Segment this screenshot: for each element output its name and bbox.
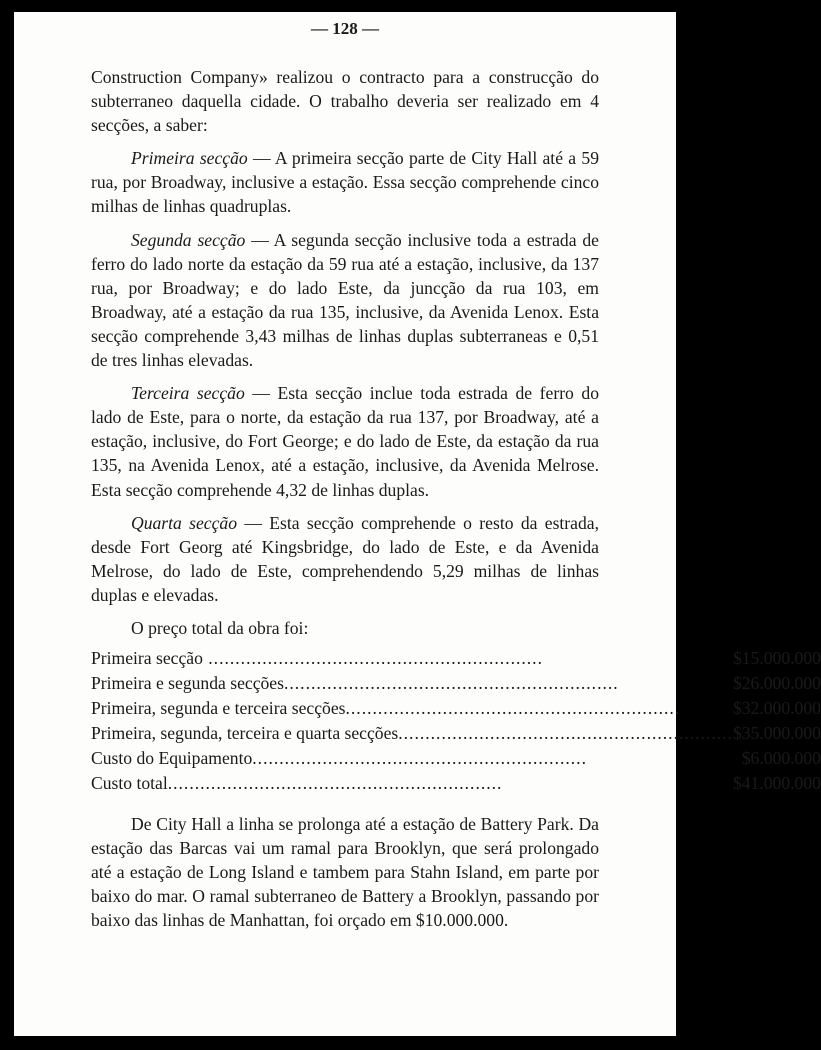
section-heading: Primeira secção <box>131 148 248 169</box>
price-table <box>91 646 821 796</box>
price-row <box>91 646 821 671</box>
section-heading: Quarta secção <box>131 512 238 533</box>
leader-dots: .............................................................. <box>283 673 619 694</box>
price-row <box>91 671 821 696</box>
price-row-total <box>91 771 821 796</box>
price-label: Custo total <box>91 773 168 794</box>
leader-dots: .............................................................. <box>398 723 733 744</box>
price-intro: O preço total da obra foi: <box>131 617 309 638</box>
page-body <box>91 65 821 942</box>
price-amount: $32.000.000 <box>732 698 821 719</box>
paragraph-quarta-seccao <box>91 511 599 607</box>
price-amount: $41.000.000 <box>732 773 821 794</box>
price-label: Primeira, segunda, terceira e quarta secções <box>91 723 399 744</box>
leader-dots: .............................................................. <box>252 748 587 769</box>
paragraph-text: — A primeira secção parte de City Hall até a 59 rua, por Broadway, inclusive a estação. Essa secção comprehende cinco milhas de linhas quadruplas. <box>91 148 599 217</box>
page-number: — 128 — <box>311 19 379 38</box>
price-amount: $26.000.000 <box>732 673 821 694</box>
section-heading: Terceira secção <box>131 383 245 404</box>
paragraph-text: — Esta secção inclue toda estrada de ferro do lado de Este, para o norte, da estação da rua 137, por Broadway, até a estação, inclusive, do Fort George; e do lado de Este, da estação da rua 135, na Avenida Lenox, até a estação, inclusive, da Avenida Melrose. Esta secção comprehende 4,32 de linhas duplas. <box>91 383 599 500</box>
price-label: Primeira, segunda e terceira secções <box>91 698 346 719</box>
book-page <box>14 12 821 1036</box>
leader-dots: .............................................................. <box>167 773 503 794</box>
paragraph-closing: De City Hall a linha se prolonga até a estação de Battery Park. Da estação das Barcas vai um ramal para Brooklyn, que será prolongado até a estação de Long Island e tambem para Stahn Island, em parte por baixo do mar. O ramal subterraneo de Battery a Brooklyn, passando por baixo das linhas de Manhattan, foi orçado em $10.000.000. <box>91 814 599 931</box>
price-row <box>91 721 821 746</box>
price-row <box>91 696 821 721</box>
paragraph-text: — A segunda secção inclusive toda a estrada de ferro do lado norte da estação da 59 rua até a estação, inclusive, da 137 rua, por Broadway; e do lado Este, da juncção da rua 103, em Broadway, até a estação da rua 135, inclusive, da Avenida Lenox. Esta secção comprehende 3,43 milhas de linhas duplas subterraneas e 0,51 de tres linhas elevadas. <box>91 229 599 371</box>
price-amount: $15.000.000 <box>732 648 821 669</box>
leader-dots: .............................................................. <box>202 648 543 669</box>
price-label: Custo do Equipamento <box>91 748 253 769</box>
paragraph-intro <box>91 65 599 137</box>
paragraph-text: Construction Company» realizou o contracto para a construcção do subterraneo daquella cidade. O trabalho deveria ser realizado em 4 secções, a saber: <box>91 67 599 136</box>
price-row <box>91 746 821 771</box>
paragraph-text: — Esta secção comprehende o resto da estrada, desde Fort Georg até Kingsbridge, do lado de Este, e da Avenida Melrose, do lado de Este, comprehendendo 5,29 milhas de linhas duplas e elevadas. <box>91 512 599 605</box>
paragraph-segunda-seccao <box>91 228 599 373</box>
price-amount: $6.000.000 <box>741 748 821 769</box>
section-heading: Segunda secção <box>131 229 246 250</box>
price-amount: $35.000.000 <box>732 723 821 744</box>
paragraph-terceira-seccao <box>91 381 599 501</box>
price-label: Primeira secção <box>91 648 203 669</box>
leader-dots: .............................................................. <box>345 698 681 719</box>
price-label: Primeira e segunda secções <box>91 673 284 694</box>
paragraph-primeira-seccao <box>91 146 599 218</box>
